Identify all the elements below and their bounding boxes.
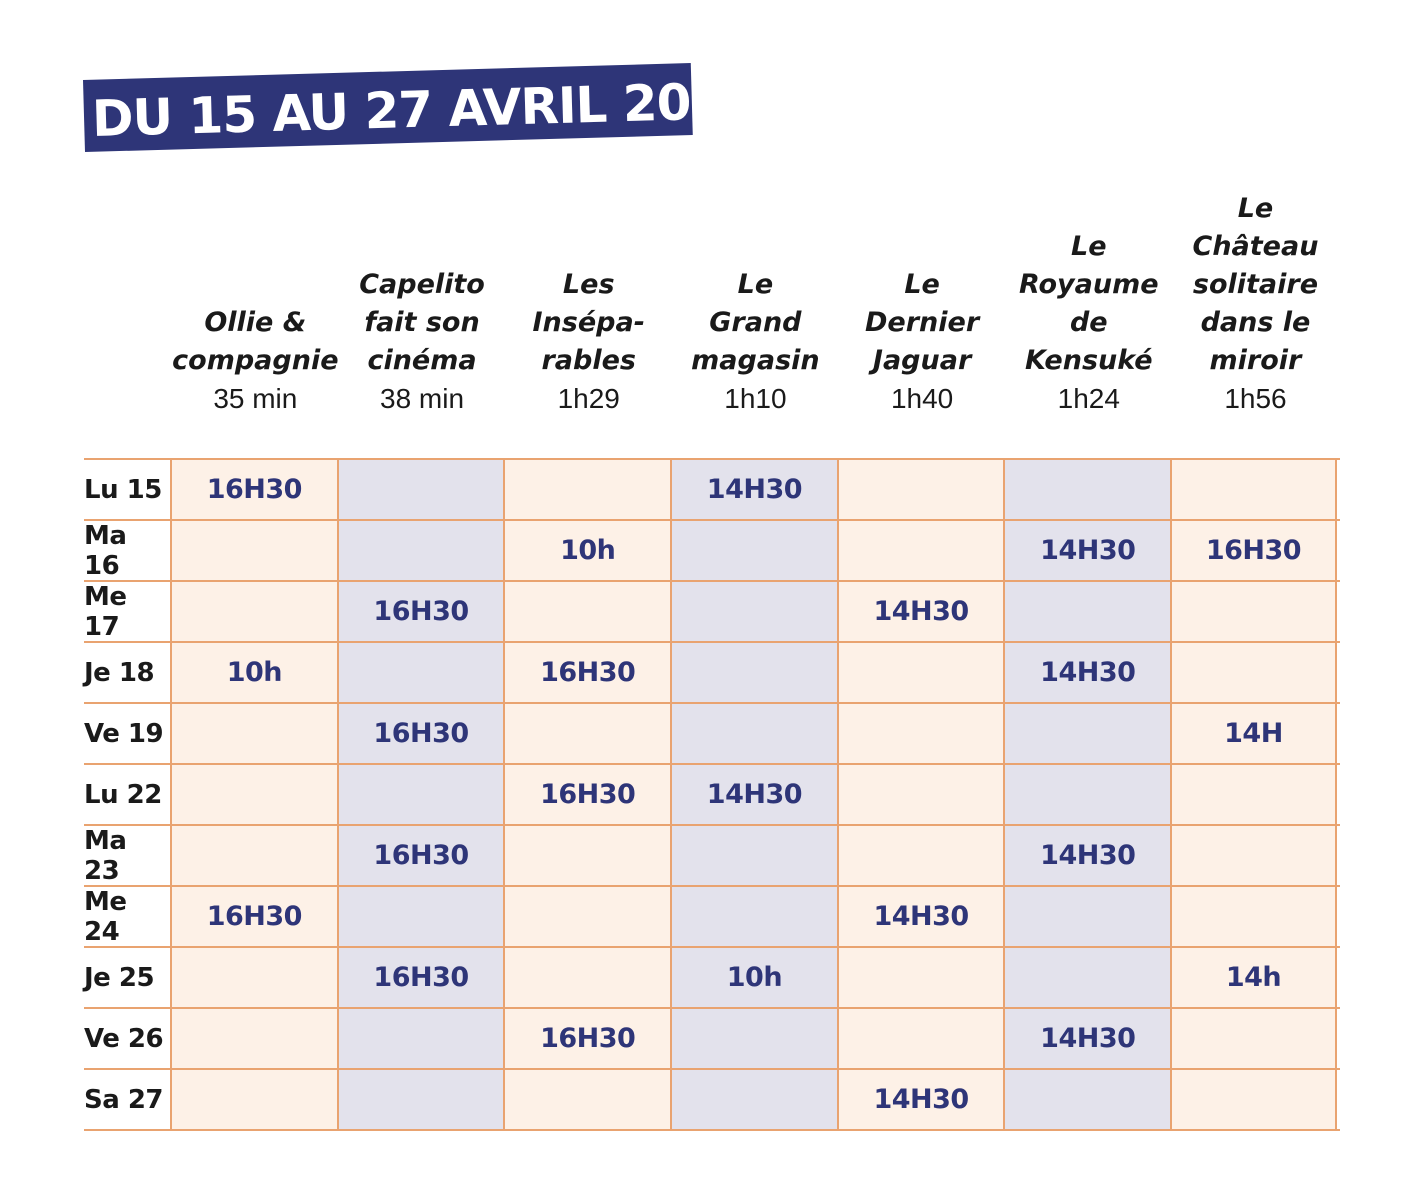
table-row [84, 458, 1340, 521]
table-row [84, 765, 1340, 826]
showtime-cell: 14h [1170, 948, 1337, 1007]
showtime-cell: 14H30 [837, 582, 1004, 641]
showtime-cell [170, 1009, 337, 1068]
showtime-cell [837, 1009, 1004, 1068]
table-row [84, 826, 1340, 887]
film-title: Le Dernier Jaguar [865, 269, 980, 376]
day-label: Ve 19 [84, 718, 164, 749]
showtime-cell [1170, 826, 1337, 885]
day-label: Ma 16 [84, 520, 127, 581]
film-header [839, 228, 1006, 418]
film-header [1172, 193, 1339, 418]
showtime-cell: 14H30 [1003, 643, 1170, 702]
showtime-cell: 16H30 [337, 704, 504, 763]
film-title: Le Royaume de Kensuké [1019, 231, 1159, 376]
showtime-cell [337, 765, 504, 824]
showtime-cell [503, 826, 670, 885]
table-row [84, 948, 1340, 1009]
page-title: DU 15 AU 27 AVRIL 2024 [91, 71, 759, 148]
table-row [84, 643, 1340, 704]
showtime-cell [1003, 582, 1170, 641]
showtime-cell [1170, 582, 1337, 641]
showtime-cell [170, 826, 337, 885]
showtime-cell [170, 948, 337, 1007]
showtime-cell: 16H30 [337, 826, 504, 885]
showtime-cell [670, 704, 837, 763]
film-duration: 1h29 [557, 383, 620, 414]
showtime-cell [837, 704, 1004, 763]
showtime-cell: 16H30 [170, 887, 337, 946]
showtime-cell [670, 826, 837, 885]
showtime-cell: 14H30 [670, 765, 837, 824]
showtime-cell: 14H30 [670, 460, 837, 519]
film-header [1005, 228, 1172, 418]
showtime-cell [1003, 460, 1170, 519]
showtime-cell [503, 1070, 670, 1129]
showtime-cell [837, 826, 1004, 885]
showtime-cell [670, 1009, 837, 1068]
showtime-cell [170, 1070, 337, 1129]
showtime-cell [337, 643, 504, 702]
showtime-cell [1003, 765, 1170, 824]
showtime-cell [670, 521, 837, 580]
showtime-cell [1003, 1070, 1170, 1129]
day-label: Me 24 [84, 886, 127, 947]
day-label: Ve 26 [84, 1023, 164, 1054]
showtime-cell [670, 582, 837, 641]
film-title: Le Grand magasin [691, 269, 820, 376]
film-header [172, 228, 339, 418]
showtime-cell: 14H30 [1003, 1009, 1170, 1068]
showtime-cell: 10h [670, 948, 837, 1007]
showtime-cell [1170, 1009, 1337, 1068]
showtime-cell [670, 887, 837, 946]
showtime-cell [337, 460, 504, 519]
day-label: Je 18 [84, 657, 155, 688]
day-label: Me 17 [84, 581, 127, 642]
showtime-cell [1170, 643, 1337, 702]
showtime-cell: 16H30 [337, 948, 504, 1007]
showtime-cell [337, 887, 504, 946]
film-title: Ollie & compagnie [172, 307, 339, 376]
film-title: Le Château solitaire dans le miroir [1192, 193, 1319, 376]
showtime-cell [670, 1070, 837, 1129]
showtime-cell [1170, 887, 1337, 946]
showtime-cell [1170, 460, 1337, 519]
day-label: Sa 27 [84, 1084, 164, 1115]
showtime-cell [503, 887, 670, 946]
film-header [672, 228, 839, 418]
day-label: Lu 22 [84, 779, 162, 810]
film-title: Les Insépa- rables [532, 269, 645, 376]
showtime-cell [1170, 1070, 1337, 1129]
showtime-cell [170, 765, 337, 824]
table-row [84, 521, 1340, 582]
showtime-cell [837, 521, 1004, 580]
showtime-cell: 14H30 [1003, 826, 1170, 885]
day-label: Ma 23 [84, 825, 127, 886]
film-duration: 38 min [380, 383, 465, 414]
table-row [84, 1009, 1340, 1070]
table-row [84, 1070, 1340, 1131]
showtime-cell [837, 460, 1004, 519]
showtime-cell [503, 948, 670, 1007]
day-label: Lu 15 [84, 474, 162, 505]
film-headers [172, 193, 1339, 418]
table-row [84, 582, 1340, 643]
showtime-cell: 16H30 [503, 765, 670, 824]
showtime-cell: 14H [1170, 704, 1337, 763]
showtime-cell [503, 704, 670, 763]
film-header [339, 228, 506, 418]
showtime-cell [1003, 887, 1170, 946]
film-title: Capelito fait son cinéma [359, 269, 485, 376]
table-row [84, 887, 1340, 948]
showtime-cell [837, 643, 1004, 702]
showtime-cell: 16H30 [170, 460, 337, 519]
showtime-cell: 16H30 [1170, 521, 1337, 580]
showtime-cell: 10h [170, 643, 337, 702]
showtime-cell [503, 582, 670, 641]
film-duration: 1h10 [724, 383, 787, 414]
showtime-cell [337, 1070, 504, 1129]
showtime-cell [1170, 765, 1337, 824]
showtime-cell: 16H30 [503, 1009, 670, 1068]
table-row [84, 704, 1340, 765]
showtime-cell [170, 521, 337, 580]
showtime-cell: 14H30 [837, 1070, 1004, 1129]
film-duration: 1h56 [1224, 383, 1287, 414]
showtime-cell [503, 460, 670, 519]
film-header [505, 228, 672, 418]
showtime-cell: 16H30 [503, 643, 670, 702]
showtime-cell [1003, 704, 1170, 763]
day-label: Je 25 [84, 962, 155, 993]
showtime-cell [1003, 948, 1170, 1007]
showtime-cell [837, 765, 1004, 824]
showtime-cell: 14H30 [837, 887, 1004, 946]
schedule-table [84, 458, 1340, 1131]
showtime-cell [670, 643, 837, 702]
film-duration: 35 min [213, 383, 298, 414]
showtime-cell [837, 948, 1004, 1007]
showtime-cell: 14H30 [1003, 521, 1170, 580]
showtime-cell [170, 704, 337, 763]
showtime-cell: 16H30 [337, 582, 504, 641]
showtime-cell: 10h [503, 521, 670, 580]
showtime-cell [337, 521, 504, 580]
film-duration: 1h40 [890, 383, 954, 414]
film-duration: 1h24 [1057, 383, 1120, 414]
showtime-cell [170, 582, 337, 641]
showtime-cell [337, 1009, 504, 1068]
